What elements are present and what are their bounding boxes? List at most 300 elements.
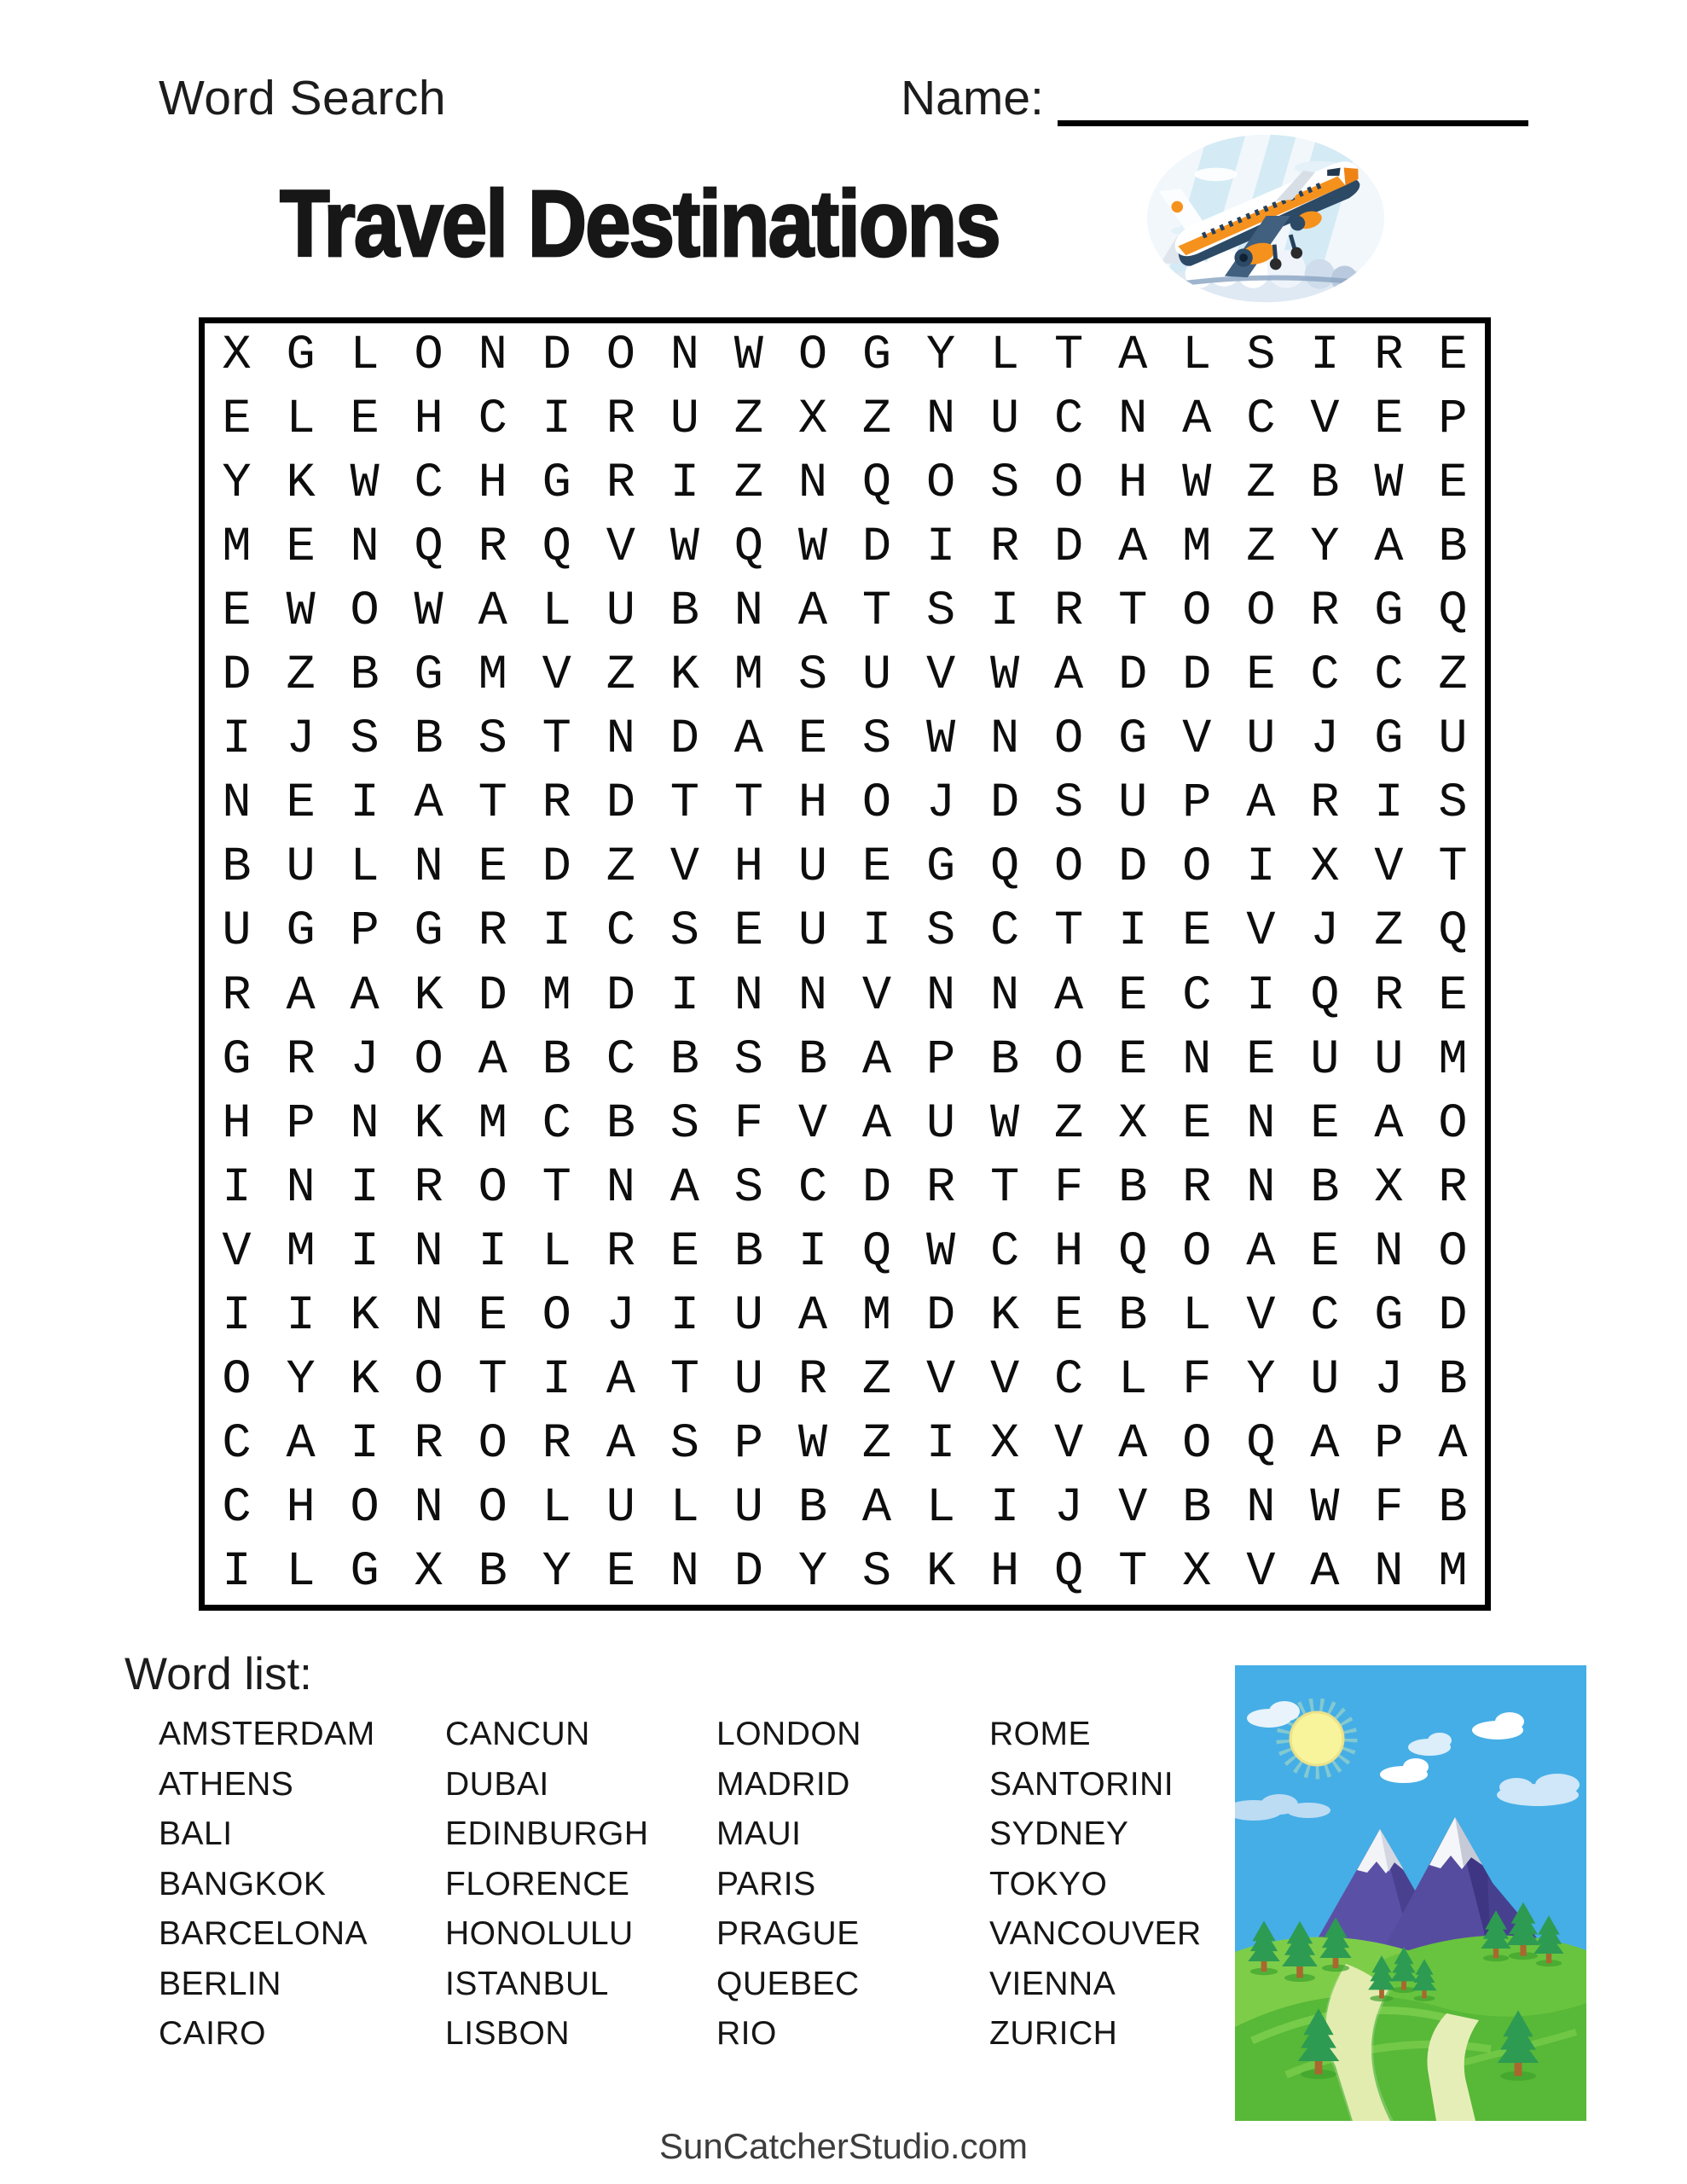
grid-cell: N	[1374, 1224, 1404, 1280]
page-title: Travel Destinations	[280, 170, 1000, 276]
grid-cell: Q	[1054, 1545, 1084, 1600]
grid-cell: L	[925, 1481, 956, 1536]
name-blank-line[interactable]	[1058, 74, 1528, 126]
grid-cell: L	[350, 328, 380, 383]
grid-cell: J	[350, 1032, 380, 1088]
grid-cell: M	[542, 968, 571, 1024]
grid-cell: W	[286, 584, 316, 639]
grid-cell: R	[990, 520, 1020, 575]
grid-cell: E	[1118, 1032, 1148, 1088]
grid-cell: B	[606, 1096, 635, 1152]
grid-cell: A	[1310, 1417, 1340, 1472]
grid-cell: Z	[1246, 520, 1276, 575]
grid-cell: D	[1182, 648, 1212, 704]
grid-cell: S	[861, 712, 892, 768]
grid-cell: A	[1374, 1096, 1404, 1152]
grid-cell: V	[797, 1096, 828, 1152]
grid-cell: X	[797, 392, 828, 447]
word-list-column	[159, 1710, 375, 2059]
grid-cell: Z	[1374, 904, 1404, 960]
grid-cell: V	[670, 840, 699, 896]
grid-cell: G	[1374, 1289, 1404, 1345]
grid-cell: W	[350, 456, 380, 511]
grid-cell: A	[861, 1096, 892, 1152]
grid-cell: O	[1182, 584, 1212, 639]
grid-cell: R	[606, 1224, 635, 1280]
grid-cell: W	[925, 712, 956, 768]
grid-cell: C	[1182, 968, 1212, 1024]
airplane-illustration	[1141, 130, 1390, 307]
grid-cell: K	[670, 648, 699, 704]
grid-cell: A	[861, 1032, 892, 1088]
grid-cell: H	[990, 1545, 1020, 1600]
grid-cell: Q	[1118, 1224, 1148, 1280]
grid-cell: J	[1374, 1353, 1404, 1409]
grid-cell: F	[1054, 1160, 1084, 1216]
grid-cell: L	[1182, 328, 1212, 383]
word-list-label: Word list:	[125, 1649, 312, 1699]
grid-cell: L	[1118, 1353, 1148, 1409]
grid-cell: I	[797, 1224, 828, 1280]
grid-cell: P	[1182, 776, 1212, 832]
grid-cell: E	[797, 712, 828, 768]
grid-cell: D	[606, 776, 635, 832]
word-item: HONOLULU	[445, 1915, 634, 1952]
grid-cell: G	[414, 648, 443, 704]
grid-cell: B	[1438, 1481, 1468, 1536]
grid-cell: W	[1182, 456, 1212, 511]
grid-cell: R	[1374, 968, 1404, 1024]
grid-cell: Z	[861, 1353, 892, 1409]
grid-cell: G	[350, 1545, 380, 1600]
word-item: AMSTERDAM	[159, 1716, 375, 1752]
grid-cell: I	[670, 1289, 699, 1345]
word-item: ATHENS	[159, 1765, 294, 1803]
grid-cell: I	[925, 520, 956, 575]
grid-cell: H	[478, 456, 507, 511]
grid-cell: M	[733, 648, 764, 704]
grid-cell: Q	[414, 520, 443, 575]
word-item: LONDON	[716, 1716, 861, 1752]
grid-cell: T	[542, 1160, 571, 1216]
grid-cell: M	[478, 648, 507, 704]
grid-cell: C	[606, 904, 635, 960]
grid-cell: D	[222, 648, 252, 704]
grid-cell: D	[1438, 1289, 1468, 1345]
grid-cell: U	[222, 904, 252, 960]
grid-cell: O	[1054, 456, 1084, 511]
grid-cell: X	[414, 1545, 443, 1600]
grid-cell: U	[1310, 1353, 1340, 1409]
grid-cell: J	[1054, 1481, 1084, 1536]
grid-cell: N	[222, 776, 252, 832]
grid-cell: C	[542, 1096, 571, 1152]
grid-cell: V	[606, 520, 635, 575]
word-item: BALI	[159, 1815, 233, 1852]
grid-cell: E	[350, 392, 380, 447]
grid-cell: B	[670, 1032, 699, 1088]
grid-cell: E	[286, 776, 316, 832]
grid-cell: U	[733, 1481, 764, 1536]
grid-cell: I	[286, 1289, 316, 1345]
grid-cell: C	[414, 456, 443, 511]
grid-cell: R	[1310, 584, 1340, 639]
grid-cell: T	[542, 712, 571, 768]
grid-cell: H	[797, 776, 828, 832]
grid-cell: E	[606, 1545, 635, 1600]
word-item: EDINBURGH	[445, 1815, 649, 1852]
grid-cell: D	[542, 328, 571, 383]
grid-cell: Q	[990, 840, 1020, 896]
grid-cell: C	[222, 1417, 252, 1472]
grid-cell: J	[1310, 712, 1340, 768]
grid-cell: B	[1310, 456, 1340, 511]
grid-cell: K	[350, 1353, 380, 1409]
grid-cell: R	[478, 520, 507, 575]
grid-cell: T	[733, 776, 764, 832]
grid-cell: C	[222, 1481, 252, 1536]
word-item: QUEBEC	[716, 1965, 860, 2002]
name-label: Name:	[901, 71, 1044, 125]
grid-cell: I	[350, 1160, 380, 1216]
grid-cell: S	[1054, 776, 1084, 832]
grid-cell: C	[606, 1032, 635, 1088]
grid-cell: R	[286, 1032, 316, 1088]
grid-cell: V	[542, 648, 571, 704]
grid-cell: B	[797, 1481, 828, 1536]
grid-cell: R	[925, 1160, 956, 1216]
grid-cell: M	[286, 1224, 316, 1280]
grid-cell: E	[1054, 1289, 1084, 1345]
grid-cell: K	[286, 456, 316, 511]
grid-cell: B	[670, 584, 699, 639]
grid-cell: Q	[861, 456, 892, 511]
grid-cell: O	[1182, 1224, 1212, 1280]
grid-cell: N	[606, 712, 635, 768]
grid-cell: R	[222, 968, 252, 1024]
grid-cell: G	[414, 904, 443, 960]
word-item: VIENNA	[989, 1965, 1116, 2002]
grid-cell: D	[1054, 520, 1084, 575]
grid-cell: A	[1118, 1417, 1148, 1472]
grid-cell: A	[286, 1417, 316, 1472]
grid-cell: M	[222, 520, 252, 575]
grid-cell: V	[1310, 392, 1340, 447]
grid-cell: T	[1438, 840, 1468, 896]
grid-cell: E	[1438, 328, 1468, 383]
grid-cell: S	[797, 648, 828, 704]
grid-cell: A	[733, 712, 764, 768]
grid-cell: E	[1310, 1096, 1340, 1152]
grid-cell: N	[925, 968, 956, 1024]
grid-cell: N	[1246, 1096, 1276, 1152]
grid-cell: T	[670, 776, 699, 832]
grid-cell: V	[925, 648, 956, 704]
grid-cell: B	[414, 712, 443, 768]
grid-cell: K	[925, 1545, 956, 1600]
grid-cell: J	[606, 1289, 635, 1345]
word-item: MAUI	[716, 1815, 802, 1852]
word-item: LISBON	[445, 2015, 571, 2052]
grid-cell: L	[286, 1545, 316, 1600]
grid-cell: O	[1054, 712, 1084, 768]
grid-cell: R	[1054, 584, 1084, 639]
grid-cell: O	[925, 456, 956, 511]
grid-cell: I	[670, 456, 699, 511]
word-item: VANCOUVER	[989, 1915, 1202, 1952]
grid-cell: Y	[1246, 1353, 1276, 1409]
grid-cell: O	[1054, 840, 1084, 896]
grid-cell: O	[1054, 1032, 1084, 1088]
grid-cell: X	[1118, 1096, 1148, 1152]
grid-cell: I	[542, 392, 571, 447]
grid-cell: P	[1374, 1417, 1404, 1472]
word-item: RIO	[716, 2015, 777, 2052]
grid-cell: N	[733, 584, 764, 639]
grid-cell: B	[222, 840, 252, 896]
grid-cell: K	[350, 1289, 380, 1345]
grid-cell: T	[478, 1353, 507, 1409]
grid-cell: N	[350, 1096, 380, 1152]
word-item: ZURICH	[989, 2015, 1118, 2052]
grid-cell: L	[542, 584, 571, 639]
grid-cell: I	[542, 1353, 571, 1409]
grid-cell: D	[1118, 648, 1148, 704]
grid-cell: U	[606, 1481, 635, 1536]
grid-cell: W	[1310, 1481, 1340, 1536]
grid-cell: I	[1118, 904, 1148, 960]
grid-cell: G	[222, 1032, 252, 1088]
grid-cell: O	[1438, 1096, 1468, 1152]
grid-cell: Z	[861, 1417, 892, 1472]
grid-cell: T	[670, 1353, 699, 1409]
grid-cell: S	[350, 712, 380, 768]
grid-cell: Q	[1246, 1417, 1276, 1472]
grid-cell: U	[1246, 712, 1276, 768]
grid-cell: U	[1118, 776, 1148, 832]
grid-cell: T	[1118, 584, 1148, 639]
grid-cell: U	[1310, 1032, 1340, 1088]
grid-cell: P	[925, 1032, 956, 1088]
grid-cell: O	[1246, 584, 1276, 639]
word-list-column	[716, 1710, 861, 2059]
grid-cell: Y	[925, 328, 956, 383]
grid-cell: P	[1438, 392, 1468, 447]
grid-cell: M	[1182, 520, 1212, 575]
grid-cell: V	[1246, 1545, 1276, 1600]
grid-cell: L	[542, 1481, 571, 1536]
grid-cell: G	[1374, 584, 1404, 639]
grid-cell: E	[1438, 456, 1468, 511]
grid-cell: C	[1310, 1289, 1340, 1345]
grid-cell: V	[1374, 840, 1404, 896]
grid-cell: D	[1118, 840, 1148, 896]
grid-cell: E	[1118, 968, 1148, 1024]
grid-cell: J	[925, 776, 956, 832]
grid-cell: Z	[861, 392, 892, 447]
grid-cell: A	[1118, 328, 1148, 383]
grid-cell: A	[1374, 520, 1404, 575]
grid-cell: E	[1246, 1032, 1276, 1088]
grid-cell: A	[1246, 776, 1276, 832]
grid-cell: I	[478, 1224, 507, 1280]
grid-cell: Z	[606, 840, 635, 896]
grid-cell: O	[350, 1481, 380, 1536]
grid-cell: W	[414, 584, 443, 639]
grid-cell: U	[1438, 712, 1468, 768]
grid-cell: R	[414, 1417, 443, 1472]
grid-cell: B	[733, 1224, 764, 1280]
airplane-icon	[1141, 130, 1390, 307]
grid-cell: S	[925, 904, 956, 960]
grid-cell: J	[1310, 904, 1340, 960]
grid-cell: Q	[861, 1224, 892, 1280]
grid-cell: C	[1374, 648, 1404, 704]
grid-cell: I	[542, 904, 571, 960]
grid-cell: W	[797, 520, 828, 575]
grid-cell: P	[286, 1096, 316, 1152]
grid-cell: U	[733, 1353, 764, 1409]
grid-cell: I	[1310, 328, 1340, 383]
grid-cell: E	[861, 840, 892, 896]
grid-cell: N	[1374, 1545, 1404, 1600]
grid-cell: Z	[733, 392, 764, 447]
grid-cell: X	[1310, 840, 1340, 896]
grid-cell: Y	[542, 1545, 571, 1600]
grid-cell: D	[542, 840, 571, 896]
grid-cell: A	[606, 1353, 635, 1409]
grid-cell: B	[542, 1032, 571, 1088]
grid-cell: G	[1374, 712, 1404, 768]
grid-cell: V	[1054, 1417, 1084, 1472]
grid-cell: K	[990, 1289, 1020, 1345]
grid-cell: I	[990, 1481, 1020, 1536]
grid-cell: N	[350, 520, 380, 575]
word-item: CAIRO	[159, 2015, 267, 2052]
grid-cell: V	[925, 1353, 956, 1409]
word-item: ROME	[989, 1716, 1091, 1752]
page-type-label: Word Search	[159, 71, 447, 125]
grid-cell: N	[670, 1545, 699, 1600]
grid-cell: W	[925, 1224, 956, 1280]
grid-cell: O	[542, 1289, 571, 1345]
grid-cell: O	[1182, 840, 1212, 896]
grid-cell: S	[861, 1545, 892, 1600]
grid-cell: I	[1246, 840, 1276, 896]
grid-cell: W	[797, 1417, 828, 1472]
grid-cell: I	[350, 1224, 380, 1280]
grid-cell: O	[414, 1032, 443, 1088]
word-item: SYDNEY	[989, 1815, 1129, 1852]
word-item: CANCUN	[445, 1716, 590, 1752]
grid-cell: T	[1054, 904, 1084, 960]
grid-cell: I	[222, 712, 252, 768]
grid-cell: B	[1118, 1289, 1148, 1345]
grid-cell: K	[414, 1096, 443, 1152]
grid-cell: E	[1246, 648, 1276, 704]
grid-cell: R	[1310, 776, 1340, 832]
grid-cell: S	[733, 1032, 764, 1088]
grid-cell: O	[478, 1481, 507, 1536]
grid-cell: S	[670, 1096, 699, 1152]
grid-cell: E	[478, 840, 507, 896]
grid-cell: L	[670, 1481, 699, 1536]
name-row	[901, 70, 1528, 126]
grid-cell: I	[925, 1417, 956, 1472]
grid-cell: A	[1182, 392, 1212, 447]
grid-cell: A	[414, 776, 443, 832]
grid-cell: W	[990, 1096, 1020, 1152]
grid-cell: R	[606, 392, 635, 447]
grid-cell: I	[222, 1160, 252, 1216]
grid-cell: M	[1438, 1545, 1468, 1600]
grid-cell: H	[1118, 456, 1148, 511]
grid-cell: D	[861, 520, 892, 575]
grid-cell: O	[350, 584, 380, 639]
grid-cell: C	[478, 392, 507, 447]
word-item: BANGKOK	[159, 1865, 327, 1902]
grid-cell: F	[1374, 1481, 1404, 1536]
grid-cell: H	[222, 1096, 252, 1152]
grid-cell: R	[478, 904, 507, 960]
grid-cell: C	[1054, 1353, 1084, 1409]
grid-cell: N	[797, 456, 828, 511]
grid-cell: D	[925, 1289, 956, 1345]
grid-cell: R	[1438, 1160, 1468, 1216]
grid-cell: B	[1310, 1160, 1340, 1216]
grid-cell: Y	[222, 456, 252, 511]
grid-cell: B	[1438, 520, 1468, 575]
grid-cell: R	[542, 1417, 571, 1472]
grid-cell: N	[990, 968, 1020, 1024]
grid-cell: X	[990, 1417, 1020, 1472]
grid-cell: T	[1054, 328, 1084, 383]
grid-cell: E	[670, 1224, 699, 1280]
grid-cell: H	[286, 1481, 316, 1536]
grid-cell: C	[990, 904, 1020, 960]
grid-cell: V	[990, 1353, 1020, 1409]
grid-cell: B	[1118, 1160, 1148, 1216]
mountain-landscape-icon	[1235, 1665, 1586, 2121]
grid-cell: N	[414, 1224, 443, 1280]
grid-cell: U	[286, 840, 316, 896]
grid-cell: R	[414, 1160, 443, 1216]
grid-cell: B	[478, 1545, 507, 1600]
grid-cell: W	[990, 648, 1020, 704]
grid-cell: L	[350, 840, 380, 896]
grid-cell: V	[1246, 904, 1276, 960]
grid-cell: S	[478, 712, 507, 768]
grid-cell: V	[222, 1224, 252, 1280]
grid-cell: E	[478, 1289, 507, 1345]
landscape-illustration	[1235, 1665, 1586, 2121]
word-item: SANTORINI	[989, 1765, 1174, 1803]
word-item: ISTANBUL	[445, 1965, 609, 2002]
grid-cell: Q	[542, 520, 571, 575]
grid-cell: L	[1182, 1289, 1212, 1345]
grid-cell: S	[1438, 776, 1468, 832]
grid-cell: C	[1310, 648, 1340, 704]
grid-cell: W	[1374, 456, 1404, 511]
grid-cell: C	[990, 1224, 1020, 1280]
grid-cell: H	[733, 840, 764, 896]
grid-cell: H	[414, 392, 443, 447]
grid-cell: E	[286, 520, 316, 575]
grid-cell: O	[478, 1417, 507, 1472]
grid-cell: O	[606, 328, 635, 383]
grid-cell: Z	[286, 648, 316, 704]
letter-grid[interactable]	[199, 317, 1491, 1611]
